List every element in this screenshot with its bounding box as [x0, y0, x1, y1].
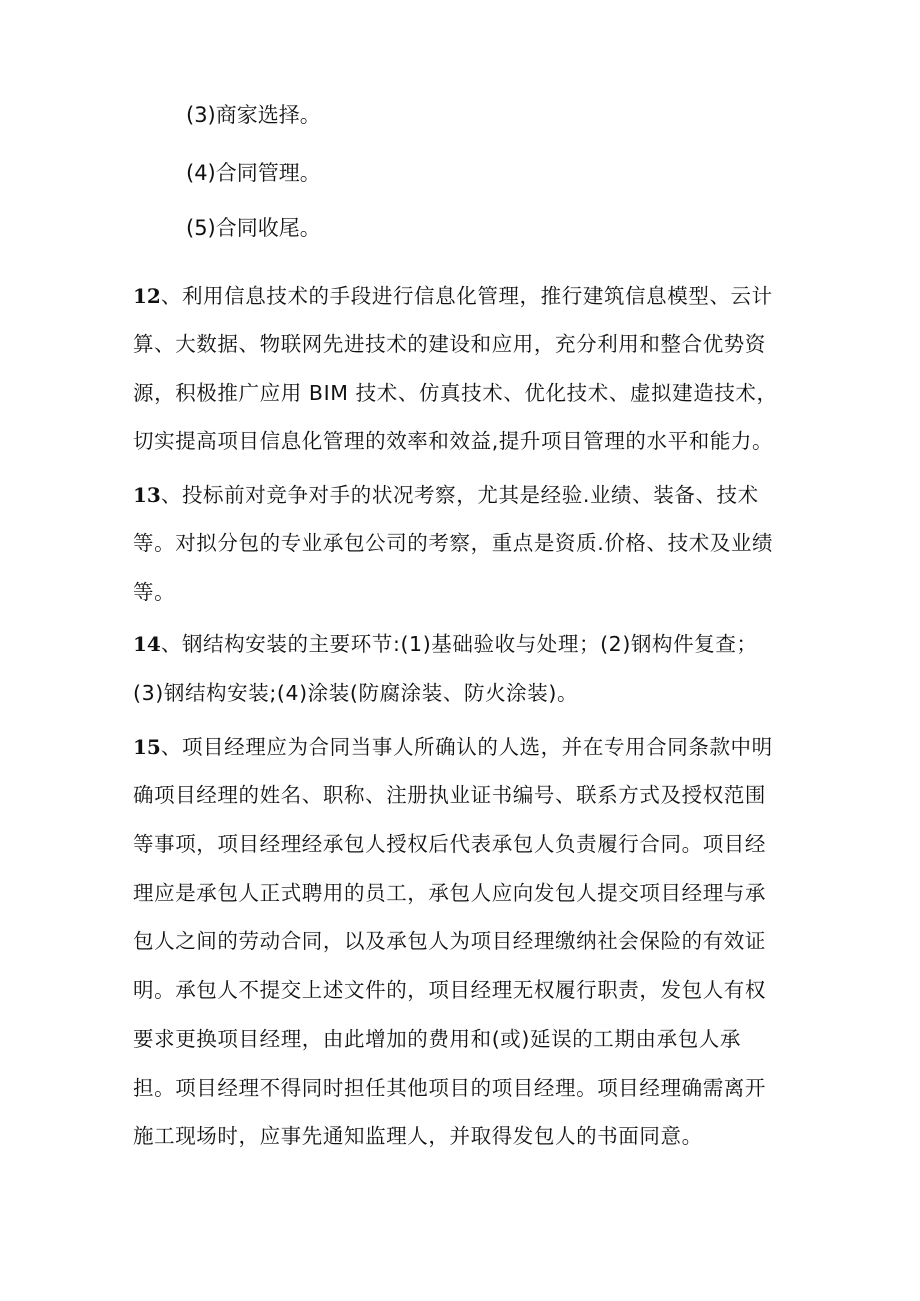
item-14-line-2: (3)钢结构安装;(4)涂装(防腐涂装、防火涂装)。: [133, 681, 579, 705]
item-12-line-3: 源，积极推广应用 BIM 技术、仿真技术、优化技术、虚拟建造技术，: [133, 381, 778, 405]
item-13-line-1: [133, 482, 759, 508]
item-15-line-9: 施工现场时，应事先通知监理人，并取得发包人的书面同意。: [133, 1124, 703, 1148]
item-15-line-5: 包人之间的劳动合同，以及承包人为项目经理缴纳社会保险的有效证: [133, 929, 766, 953]
list-item-3: (3)商家选择。: [186, 103, 321, 127]
item-number: 13: [133, 483, 161, 507]
paragraph-text: 、利用信息技术的手段进行信息化管理，推行建筑信息模型、云计: [160, 284, 773, 308]
paragraph-text: 、投标前对竞争对手的状况考察，尤其是经验.业绩、装备、技术: [160, 483, 759, 507]
item-15-line-2: 确项目经理的姓名、职称、注册执业证书编号、联系方式及授权范围: [133, 783, 766, 807]
item-12-line-1: [133, 283, 773, 309]
item-12-line-4: 切实提高项目信息化管理的效率和效益,提升项目管理的水平和能力。: [133, 429, 774, 453]
item-number: 14: [133, 632, 161, 656]
item-number: 15: [133, 735, 161, 759]
item-number: 12: [133, 284, 161, 308]
item-13-line-3: 等。: [133, 580, 176, 604]
item-15-line-6: 明。承包人不提交上述文件的，项目经理无权履行职责，发包人有权: [133, 978, 766, 1002]
list-item-5: (5)合同收尾。: [186, 216, 321, 240]
item-15-line-7: 要求更换项目经理，由此增加的费用和(或)延误的工期由承包人承: [133, 1027, 741, 1051]
item-15-line-8: 担。项目经理不得同时担任其他项目的项目经理。项目经理确需离开: [133, 1076, 766, 1100]
paragraph-text: 、钢结构安装的主要环节:(1)基础验收与处理；(2)钢构件复查；: [160, 632, 758, 656]
item-15-line-3: 等事项，项目经理经承包人授权后代表承包人负责履行合同。项目经: [133, 832, 766, 856]
item-15-line-1: [133, 734, 773, 760]
item-15-line-4: 理应是承包人正式聘用的员工，承包人应向发包人提交项目经理与承: [133, 881, 766, 905]
item-12-line-2: 算、大数据、物联网先进技术的建设和应用，充分利用和整合优势资: [133, 332, 766, 356]
item-14-line-1: [133, 631, 758, 657]
paragraph-text: 、项目经理应为合同当事人所确认的人选，并在专用合同条款中明: [160, 735, 773, 759]
list-item-4: (4)合同管理。: [186, 161, 321, 185]
item-13-line-2: 等。对拟分包的专业承包公司的考察，重点是资质.价格、技术及业绩: [133, 531, 774, 555]
